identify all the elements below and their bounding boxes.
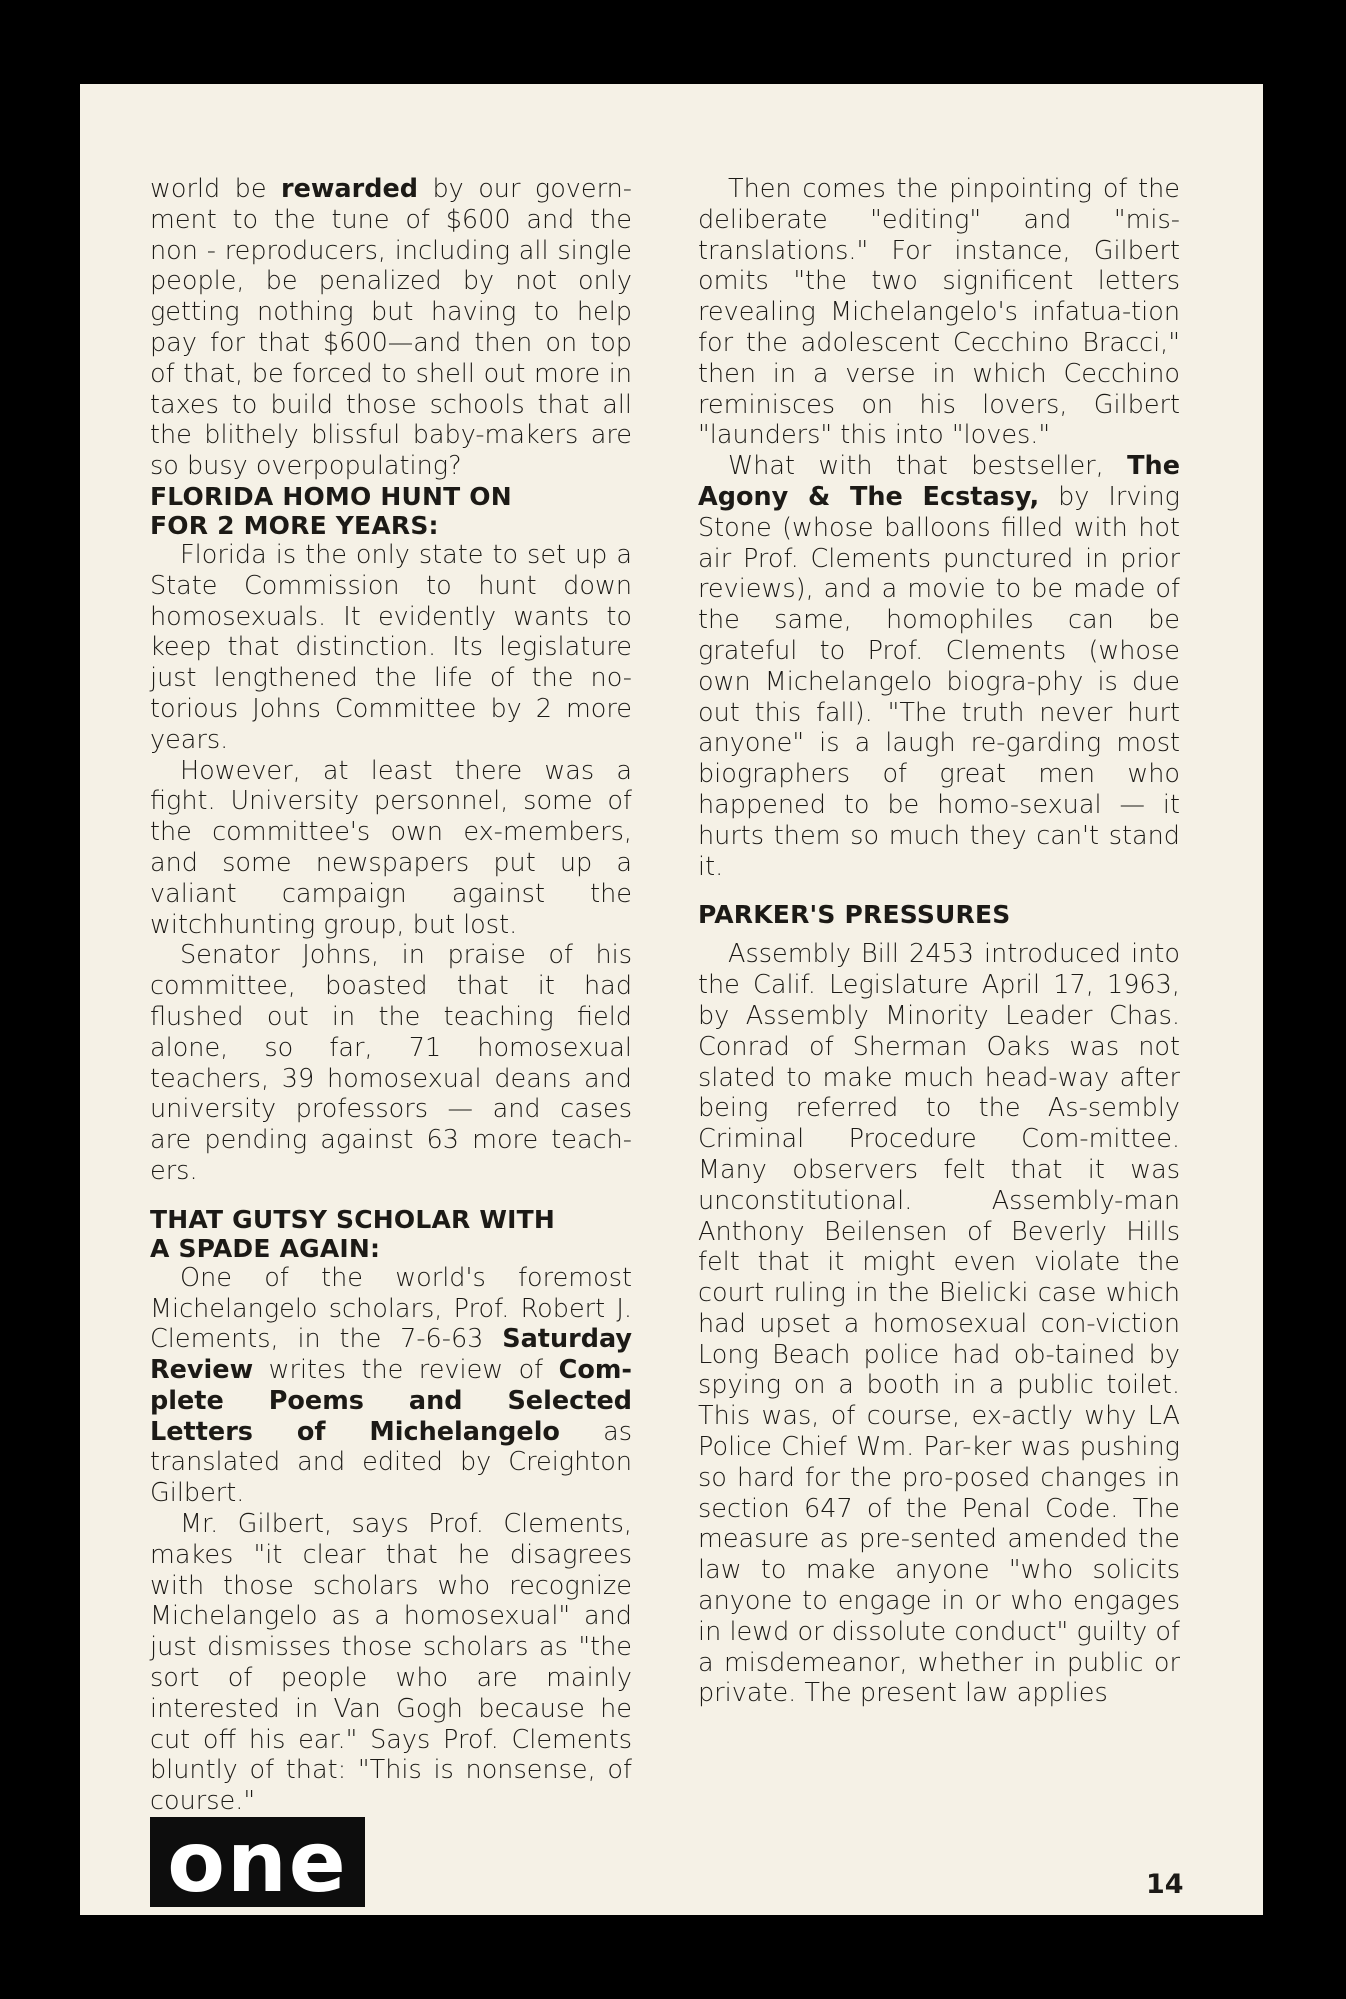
page-number: 14 [1146, 1869, 1184, 1900]
paragraph: What with that bestseller, The Agony & The Ecstasy, by Irving Stone (whose balloons filled with hot air Prof. Clements punctured in prior reviews), and a movie to be made of the same, homophiles can be grateful to Prof. Clements (whose own Michelangelo biogra-phy is due out this fall). "The truth never hurt anyone" is a laugh re-garding most biographers of great men who happened to be homo-sexual — it hurts them so much they can't stand it. [698, 451, 1180, 882]
emphasis-agony-ecstasy: The Agony & The Ecstasy, [698, 451, 1180, 512]
one-magazine-logo: one [150, 1817, 365, 1907]
magazine-page [80, 84, 1263, 1915]
section-heading-florida: FLORIDA HOMO HUNT ON FOR 2 MORE YEARS: [150, 481, 512, 540]
paragraph: Mr. Gilbert, says Prof. Clements, makes "it clear that he disagrees with those scholars who recognize Michelangelo as a homosexual" and just dismisses those scholars as "the sort of people who are mainly interested in Van Gogh because he cut off his ear." Says Prof. Clements bluntly of that: "This is nonsense, of course." [150, 1509, 632, 1817]
right-column [698, 174, 1180, 1709]
paragraph: world be rewarded by our govern-ment to the tune of $600 and the non - reproducers, including all single people, be penalized by not only getting nothing but having to help pay for that $600—and then on top of that, be forced to shell out more in taxes to build those schools that all the blithely blissful baby-makers are so busy overpopulating? [150, 174, 632, 482]
left-column [150, 174, 632, 1817]
emphasis-saturday-review: Saturday Review [150, 1324, 632, 1386]
paragraph: Assembly Bill 2453 introduced into the Calif. Legislature April 17, 1963, by Assembly Minority Leader Chas. Conrad of Sherman Oaks was not slated to make much head-way after being referred to the As-sembly Criminal Procedure Com-mittee. Many observers felt that it was unconstitutional. Assembly-man Anthony Beilensen of Beverly Hills felt that it might even violate the court ruling in the Bielicki case which had upset a homosexual con-viction Long Beach police had ob-tained by spying on a booth in a public toilet. This was, of course, ex-actly why LA Police Chief Wm. Par-ker was pushing so hard for the pro-posed changes in section 647 of the Penal Code. The measure as pre-sented amended the law to make anyone "who solicits anyone to engage in or who engages in lewd or dissolute conduct" guilty of a misdemeanor, whether in public or private. The present law applies [698, 939, 1180, 1709]
paragraph: Senator Johns, in praise of his committee, boasted that it had flushed out in the teaching field alone, so far, 71 homosexual teachers, 39 homosexual deans and university professors — and cases are pending against 63 more teach-ers. [150, 940, 632, 1186]
paragraph: Then comes the pinpointing of the deliberate "editing" and "mis-translations." For instance, Gilbert omits "the two significent letters revealing Michelangelo's infatua-tion for the adolescent Cecchino Bracci," then in a verse in which Cecchino reminisces on his lovers, Gilbert "launders" this into "loves." [698, 174, 1180, 451]
emphasis-rewarded: rewarded [281, 174, 419, 204]
section-heading-scholar: THAT GUTSY SCHOLAR WITH A SPADE AGAIN: [150, 1204, 556, 1263]
paragraph: However, at least there was a fight. University personnel, some of the committee's own ex-members, and some newspapers put up a valiant campaign against the witchhunting group, but lost. [150, 755, 632, 940]
paragraph: Florida is the only state to set up a State Commission to hunt down homosexuals. It evidently wants to keep that distinction. Its legislature just lengthened the life of the no-torious Johns Committee by 2 more years. [150, 539, 632, 755]
emphasis-book-title: Com-plete Poems and Selected Letters of Michelangelo [150, 1355, 632, 1447]
paragraph: One of the world's foremost Michelangelo scholars, Prof. Robert J. Clements, in the 7-6-63 Saturday Review writes the review of Com-plete Poems and Selected Letters of Michelangelo as translated and edited by Creighton Gilbert. [150, 1262, 632, 1509]
section-heading-parker: PARKER'S PRESSURES [698, 900, 1011, 930]
